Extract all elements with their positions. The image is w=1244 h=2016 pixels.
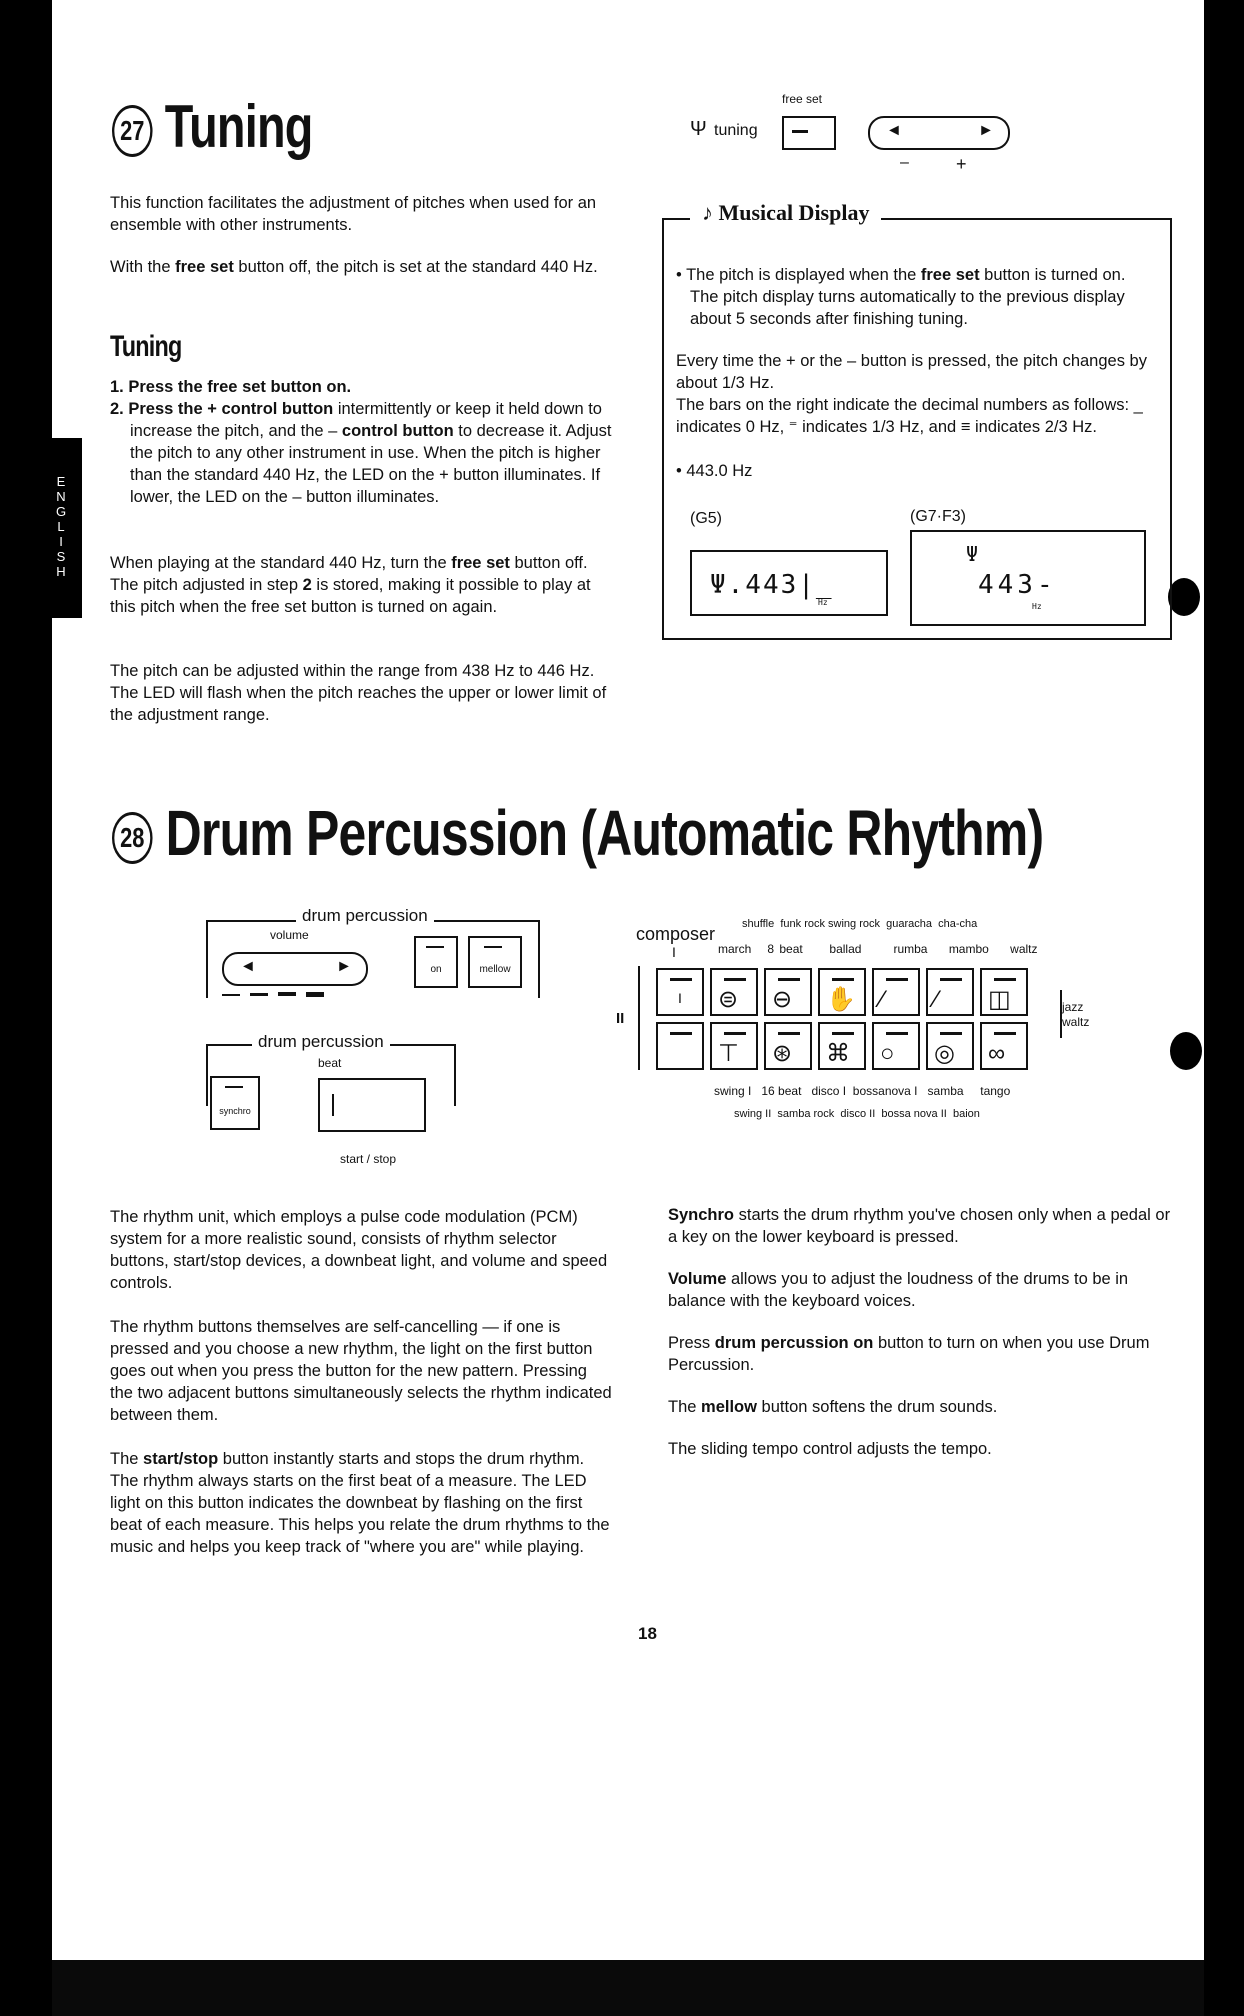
step-ref: 2 (302, 576, 312, 594)
mellow-button[interactable] (468, 936, 522, 988)
free-set-label: free set (782, 92, 823, 106)
hz-label: Hz (818, 598, 828, 607)
tab-letter: I (59, 534, 63, 549)
rhythm-button-16beat[interactable] (764, 1022, 812, 1070)
text-run: intermittently or keep it held down to increase the pitch, and the – (130, 400, 602, 440)
intro-text: This function facilitates the adjustment of pitches when used for an ensemble with other instruments. (110, 194, 597, 234)
rhythm-button-samba[interactable] (926, 1022, 974, 1070)
hand-drum-icon: ✋ (826, 986, 856, 1013)
rhythm-label: shuffle (742, 918, 775, 930)
step-2 (110, 398, 612, 508)
minus-icon (792, 130, 808, 133)
bottom-labels-row2 (734, 1108, 980, 1120)
rhythm-button-mambo[interactable] (926, 968, 974, 1016)
rhythm-label: rumba (893, 942, 928, 956)
section-number: 28 (112, 812, 153, 864)
drum-on-button[interactable] (414, 936, 458, 988)
jazz-waltz-label: jazz waltz (1062, 1000, 1090, 1029)
rhythm-label: swing rock (828, 918, 881, 930)
tab-letter: L (57, 519, 65, 534)
rhythm-button-row1-1[interactable] (656, 968, 704, 1016)
drum-percussion-label: drum percussion (296, 906, 434, 926)
start-stop-label: start / stop (340, 1152, 397, 1166)
synchro-button[interactable] (210, 1076, 260, 1130)
text-run: allows you to adjust the loudness of the drums to be in balance with the keyboard voices. (668, 1270, 1129, 1310)
rhythm-label: swing I (714, 1084, 752, 1098)
led-indicator-icon (332, 1094, 334, 1116)
section-title-text: Drum Percussion (Automatic Rhythm) (165, 797, 1044, 869)
rhythm-button-bossanova[interactable] (872, 1022, 920, 1070)
label-g7f3: (G7·F3) (910, 508, 966, 525)
every-time-text: Every time the + or the – button is pressed, the pitch changes by about 1/3 Hz. (676, 352, 1147, 392)
tuning-intro (110, 192, 612, 236)
text-run: to decrease it. Adjust the pitch to any other instrument in use. When the pitch is higher than the standard 440 Hz, the LED on the + button illuminates. If lower, the LED on the – button illuminates. (130, 422, 612, 506)
rhythm-label: baion (952, 1108, 980, 1120)
rhythm-label: waltz (1010, 942, 1038, 956)
text-run: When playing at the standard 440 Hz, turn the (110, 554, 452, 572)
rhythm-button-waltz[interactable] (980, 968, 1028, 1016)
label-g5: (G5) (690, 510, 722, 527)
step-2-bold: 2. Press the + control button (110, 400, 334, 418)
text-run: Press (668, 1334, 715, 1352)
lcd-readout: 443- (978, 570, 1057, 600)
musical-display-body: • The pitch is displayed when the free set button is turned on. The pitch display turns automatically to the previous display about 5 seconds after finishing tuning. Every time the + or the – button is pressed, the pitch changes by about 1/3 Hz. The bars on the right indicate the decimal numbers as follows: _ indicates 0 Hz, ⁼ indicates 1/3 Hz, and ≡ indicates 2/3 Hz. • 443.0 Hz (676, 264, 1154, 482)
tuning-subheading: Tuning (110, 330, 182, 363)
rhythm-label: funk rock (780, 918, 825, 930)
note-icon: ♪ (702, 200, 713, 225)
standard-pitch-paragraph (110, 256, 612, 278)
minus-label: – (900, 154, 909, 171)
start-stop-button[interactable] (318, 1078, 426, 1132)
left-arrow-icon: ◄ (240, 958, 256, 975)
page-number: 18 (638, 1624, 657, 1643)
section-number: 27 (112, 105, 153, 157)
free-set-term: free set (175, 258, 234, 276)
text-run: button softens the drum sounds. (756, 1398, 998, 1416)
musical-display-title (690, 200, 881, 226)
tab-letter: S (56, 549, 66, 564)
text-run: With the (110, 258, 176, 276)
free-set-term: free set (451, 554, 510, 572)
rhythm-label: disco II (840, 1108, 876, 1120)
synchro-label: synchro (219, 1106, 251, 1116)
drum-icon: ⊜ (718, 986, 739, 1013)
rhythm-button-row2-1[interactable] (656, 1022, 704, 1070)
free-set-button[interactable] (782, 116, 836, 150)
mellow-label: mellow (479, 964, 511, 975)
right-arrow-icon: ► (978, 122, 994, 139)
tuning-icon: Ψ (690, 118, 707, 140)
text-run: The (668, 1398, 702, 1416)
text-run: button off. (509, 554, 588, 572)
top-labels-row2 (718, 942, 1038, 956)
musical-display-title-text: Musical Display (718, 200, 870, 225)
rhythm-unit-paragraph: The rhythm unit, which employs a pulse code modulation (PCM) system for a more realistic sound, consists of rhythm selector buttons, start/stop devices, a downbeat light, and volume and speed controls. (110, 1208, 608, 1292)
text-run: starts the drum rhythm you've chosen only when a pedal or a key on the lower keyboard is pressed. (668, 1206, 1171, 1246)
pitch-down-button[interactable] (868, 116, 942, 150)
text-run: The pitch is displayed when the (686, 266, 921, 284)
tuning-steps (110, 376, 612, 508)
rhythm-label: mambo (948, 942, 989, 956)
rhythm-label: samba rock (777, 1108, 835, 1120)
range-paragraph (110, 660, 612, 726)
right-arrow-icon: ► (336, 958, 352, 975)
tab-letter: G (55, 504, 67, 519)
rhythm-label: march (718, 942, 752, 956)
rhythm-button-rumba[interactable] (872, 968, 920, 1016)
volume-level-bars (222, 992, 342, 996)
drum-icon: ⊛ (772, 1040, 793, 1067)
bracket (1054, 990, 1062, 1038)
drum-right-column (668, 1204, 1172, 1460)
text-run: is stored, making it possible to play at this pitch when the free set button is turned on again. (110, 576, 591, 616)
text-run: button to turn on when you use Drum Percussion. (668, 1334, 1150, 1374)
tab-letter: N (56, 489, 66, 504)
rhythm-label: tango (980, 1084, 1011, 1098)
drum-on-term: drum percussion on (714, 1334, 874, 1352)
language-tab (40, 438, 82, 618)
synchro-term: Synchro (668, 1206, 735, 1224)
rhythm-button-disco[interactable] (818, 1022, 866, 1070)
volume-term: Volume (668, 1270, 727, 1288)
shaker-icon: ○ (880, 1040, 895, 1067)
rhythm-label: disco I (811, 1084, 847, 1098)
rhythm-button-tango[interactable] (980, 1022, 1028, 1070)
text-run: button off, the pitch is set at the standard 440 Hz. (233, 258, 598, 276)
castanet-icon: ∞ (988, 1040, 1006, 1067)
mellow-term: mellow (701, 1398, 757, 1416)
rhythm-label: samba (927, 1084, 964, 1098)
tuning-icon: Ψ (966, 542, 979, 566)
rhythm-button-8beat[interactable] (764, 968, 812, 1016)
start-stop-term: start/stop (143, 1450, 219, 1468)
page-bottom-edge (52, 1960, 1204, 2016)
section-title-text: Tuning (164, 93, 313, 160)
maraca-icon: ⁄ (880, 986, 885, 1013)
left-arrow-icon: ◄ (886, 122, 902, 139)
section-title-tuning (112, 92, 313, 161)
standard-off-paragraph (110, 552, 612, 618)
rhythm-label: swing II (734, 1108, 772, 1120)
rhythm-label: bossa nova II (881, 1108, 947, 1120)
drum-left-column (110, 1206, 612, 1558)
bars-text: The bars on the right indicate the decimal numbers as follows: _ indicates 0 Hz, ⁼ indicates 1/3 Hz, and ≡ indicates 2/3 Hz. (676, 396, 1143, 436)
step-1: 1. Press the free set button on. (110, 378, 352, 396)
range-text: The pitch can be adjusted within the range from 438 Hz to 446 Hz. The LED will flash when the pitch reaches the upper or lower limit of the adjustment range. (110, 662, 607, 724)
cymbal-icon: ⊤ (718, 1040, 739, 1067)
volume-label: volume (270, 928, 309, 942)
rhythm-label: ballad (829, 942, 862, 956)
composer-label: composer (636, 924, 716, 944)
lcd-display-g5 (690, 550, 888, 616)
hand-icon: ⌘ (826, 1040, 850, 1067)
pitch-up-button[interactable] (938, 116, 1010, 150)
binder-hole (1168, 578, 1200, 616)
lcd-display-g7f3 (910, 530, 1146, 626)
lcd-readout: Ψ.443|_ (710, 570, 834, 600)
hz-label: Hz (1032, 602, 1042, 611)
bottom-labels-row1 (714, 1084, 1010, 1098)
stick-icon: ⁄ (934, 986, 939, 1013)
beat-label: beat (318, 1056, 342, 1070)
free-set-term: free set (920, 266, 980, 284)
tab-letter: E (56, 474, 66, 489)
rhythm-button-march[interactable] (710, 968, 758, 1016)
rhythm-label: 16 beat (761, 1084, 802, 1098)
volume-down-button[interactable] (222, 952, 298, 986)
text-run: button is turned on. The pitch display turns automatically to the previous display about 5 seconds after finishing tuning. (690, 266, 1126, 328)
self-cancel-paragraph: The rhythm buttons themselves are self-cancelling — if one is pressed and you choose a new rhythm, the light on the first button goes out when you press the button for the new pattern. Pressing the two adjacent buttons simultaneously selects the rhythm indicated between them. (110, 1318, 612, 1424)
composer-roman: I (672, 944, 676, 960)
row-two-roman: II (616, 1010, 625, 1027)
rhythm-button-ballad[interactable] (818, 968, 866, 1016)
volume-up-button[interactable] (294, 952, 368, 986)
rhythm-label: 8 beat (767, 942, 803, 956)
drum-icon: ⊖ (772, 986, 793, 1013)
row-one-roman: I (678, 990, 682, 1006)
top-labels-row1 (742, 918, 977, 930)
whistle-icon: ◎ (934, 1040, 955, 1067)
tempo-text: The sliding tempo control adjusts the tempo. (668, 1440, 992, 1458)
tab-letter: H (56, 564, 66, 579)
text-run: The pitch adjusted in step (110, 576, 303, 594)
text-run: The (110, 1450, 144, 1468)
beat-group-label: drum percussion (252, 1032, 390, 1052)
bracket (638, 966, 646, 1070)
rhythm-label: bossanova I (852, 1084, 918, 1098)
example-hz: 443.0 Hz (686, 462, 753, 480)
bongo-icon: ◫ (988, 986, 1011, 1013)
rhythm-label: cha-cha (938, 918, 978, 930)
text-run: button instantly starts and stops the drum rhythm. The rhythm always starts on the first beat of a measure. The LED light on this button indicates the downbeat by flashing on the first beat of each measure. This helps you relate the drum rhythms to the music and helps you keep track of "where you are" while playing. (110, 1450, 610, 1556)
control-button-term: control button (341, 422, 454, 440)
rhythm-label: guaracha (886, 918, 933, 930)
on-label: on (430, 964, 442, 975)
plus-label: + (956, 154, 967, 174)
tuning-label: tuning (714, 122, 758, 139)
rhythm-button-swing[interactable] (710, 1022, 758, 1070)
section-title-drum (112, 796, 1043, 870)
binder-hole (1170, 1032, 1202, 1070)
